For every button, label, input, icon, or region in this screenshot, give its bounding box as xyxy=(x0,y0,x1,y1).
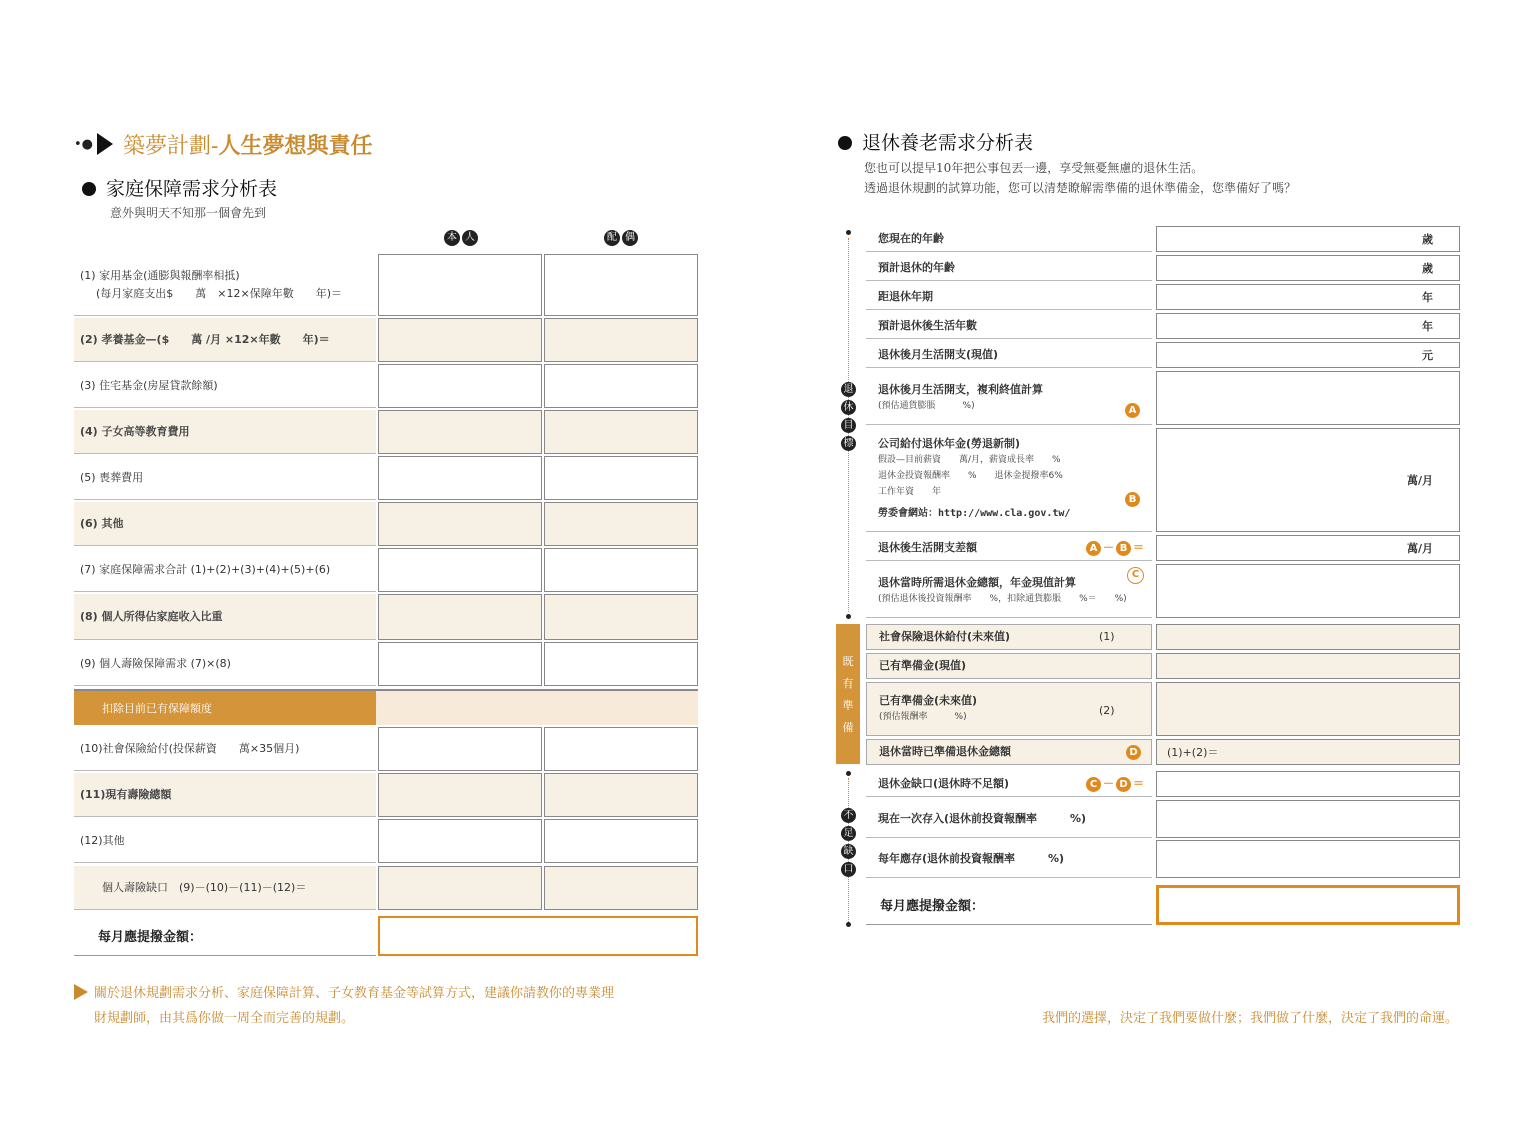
self-input[interactable] xyxy=(378,866,542,910)
monthly-amount-input[interactable] xyxy=(1156,885,1460,925)
yearly-saving-input[interactable] xyxy=(1156,840,1460,878)
table-row: 現在一次存入(退休前投資報酬率 %) xyxy=(866,800,1460,838)
spouse-input[interactable] xyxy=(544,727,698,771)
spouse-input[interactable] xyxy=(544,254,698,316)
side-label-gap: 不 足 缺 口 xyxy=(841,808,856,877)
self-input[interactable] xyxy=(378,456,542,500)
header-title: 人生夢想與責任 xyxy=(218,133,373,159)
table-row: (11)現有壽險總額 xyxy=(74,773,698,817)
spouse-input[interactable] xyxy=(544,364,698,408)
dot-icon xyxy=(846,614,851,619)
spouse-input[interactable] xyxy=(544,502,698,546)
dot-icon xyxy=(846,922,851,927)
table-row-diff: 退休後生活開支差額 A － B ＝ 萬/月 xyxy=(866,535,1460,561)
mark-b-icon: B xyxy=(1125,492,1140,507)
deduct-section xyxy=(74,689,698,725)
table-row-gap: 退休金缺口(退休時不足額) C － D ＝ xyxy=(866,771,1460,797)
existing-reserve-input[interactable] xyxy=(1156,653,1460,679)
spouse-input[interactable] xyxy=(544,642,698,686)
monthly-label: 每月應提撥金額： xyxy=(866,885,1152,925)
table-row: 每年應存(退休前投資報酬率 %) xyxy=(866,840,1460,878)
self-input[interactable] xyxy=(378,594,542,640)
mark-d-icon: D xyxy=(1116,777,1131,792)
social-pension-input[interactable] xyxy=(1156,624,1460,650)
page-header xyxy=(74,128,372,160)
table-row: 社會保險退休給付(未來值) (1) xyxy=(866,624,1460,650)
spouse-input[interactable] xyxy=(544,318,698,362)
self-input[interactable] xyxy=(378,773,542,817)
spouse-input[interactable] xyxy=(544,773,698,817)
column-header-spouse: 配 偶 xyxy=(604,230,638,246)
self-input[interactable] xyxy=(378,727,542,771)
table-row: (6) 其他 xyxy=(74,502,698,546)
self-input[interactable] xyxy=(378,819,542,863)
retire-age-input[interactable]: 歲 xyxy=(1156,255,1460,281)
retirement-subtitle: 您也可以提早10年把公事包丟一邊，享受無憂無慮的退休生活。 透過退休規劃的試算功能，您可以清楚瞭解需準備的退休準備金，您準備好了嗎？ xyxy=(864,161,1297,195)
table-row-a: 退休後月生活開支，複利終值計算 (預估通貨膨脹 %) A xyxy=(866,371,1460,425)
table-row: (10)社會保險給付(投保薪資 萬×35個月) xyxy=(74,727,698,771)
future-expense-input[interactable] xyxy=(1156,371,1460,425)
side-label-goal: 退 休 目 標 xyxy=(841,382,856,451)
monthly-expense-input[interactable]: 元 xyxy=(1156,342,1460,368)
life-gap-label: 個人壽險缺口 (9)－(10)－(11)－(12)＝ xyxy=(74,866,376,910)
mark-b-icon: B xyxy=(1116,541,1131,556)
table-row: 預計退休的年齡 歲 xyxy=(866,255,1460,281)
mark-c-icon: C xyxy=(1127,567,1144,584)
spouse-input[interactable] xyxy=(544,456,698,500)
total-ready-input[interactable]: (1)+(2)＝ xyxy=(1156,739,1460,765)
self-input[interactable] xyxy=(378,502,542,546)
table-row: 已有準備金(現值) xyxy=(866,653,1460,679)
table-row-c: 退休當時所需退休金總額，年金現值計算 (預估退休後投資報酬率 %，扣除通貨膨脹 %＝ %) C xyxy=(866,564,1460,618)
table-row: (8) 個人所得佔家庭收入比重 xyxy=(74,594,698,640)
spouse-input[interactable] xyxy=(544,866,698,910)
table-row-b: 公司給付退休年金(勞退新制) 假設—目前薪資 萬/月，薪資成長率 % 退休金投資報酬率 % 退休金提撥率6% 工作年資 年 勞委會網站：http://www.cla.gov.tw/ B 萬/月 xyxy=(866,428,1460,532)
header-prefix: 築夢計劃- xyxy=(123,133,219,159)
table-row: (4) 子女高等教育費用 xyxy=(74,410,698,454)
bullet-dots-icon: •● xyxy=(74,136,94,152)
self-input[interactable] xyxy=(378,318,542,362)
retirement-gap-input[interactable] xyxy=(1156,771,1460,797)
total-needed-input[interactable] xyxy=(1156,564,1460,618)
monthly-label: 每月應提撥金額： xyxy=(74,916,376,956)
self-input[interactable] xyxy=(378,410,542,454)
pension-input[interactable]: 萬/月 xyxy=(1156,428,1460,532)
table-row: 退休後月生活開支(現值) 元 xyxy=(866,342,1460,368)
mark-a-icon: A xyxy=(1125,403,1140,418)
years-to-retire-input[interactable]: 年 xyxy=(1156,284,1460,310)
footer-quote: 我們的選擇，決定了我們要做什麼；我們做了什麼，決定了我們的命運。 xyxy=(1041,1011,1458,1026)
deduct-label: 扣除目前已有保障額度 xyxy=(74,691,376,725)
spouse-input[interactable] xyxy=(544,819,698,863)
self-input[interactable] xyxy=(378,642,542,686)
table-row: (3) 住宅基金(房屋貸款餘額) xyxy=(74,364,698,408)
self-input[interactable] xyxy=(378,548,542,592)
dot-icon xyxy=(846,771,851,776)
arrow-icon xyxy=(74,984,88,1000)
table-row: (7) 家庭保障需求合計 (1)+(2)+(3)+(4)+(5)+(6) xyxy=(74,548,698,592)
age-input[interactable]: 歲 xyxy=(1156,226,1460,252)
retired-years-input[interactable]: 年 xyxy=(1156,313,1460,339)
section-subtitle-family: 意外與明天不知那一個會先到 xyxy=(110,206,267,220)
table-row: 預計退休後生活年數 年 xyxy=(866,313,1460,339)
spouse-input[interactable] xyxy=(544,548,698,592)
bullet-icon xyxy=(82,182,96,196)
table-row: 您現在的年齡 歲 xyxy=(866,226,1460,252)
table-row: 距退休年期 年 xyxy=(866,284,1460,310)
mark-d-icon: D xyxy=(1126,745,1141,760)
existing-reserve-future-input[interactable] xyxy=(1156,682,1460,736)
section-title-retirement: 退休養老需求分析表 xyxy=(838,128,1033,155)
monthly-row-right xyxy=(866,885,1460,925)
table-row: (9) 個人壽險保障需求 (7)×(8) xyxy=(74,642,698,686)
table-row: (1) 家用基金(通膨與報酬率相抵) (每月家庭支出$ 萬 ×12×保障年數 年)＝ xyxy=(74,254,698,316)
self-input[interactable] xyxy=(378,254,542,316)
lump-sum-input[interactable] xyxy=(1156,800,1460,838)
table-row: 已有準備金(未來值) (預估報酬率 %) (2) xyxy=(866,682,1460,736)
table-row-d: 退休當時已準備退休金總額 D (1)+(2)＝ xyxy=(866,739,1460,765)
table-row: (5) 喪葬費用 xyxy=(74,456,698,500)
bullet-icon xyxy=(838,136,852,150)
expense-diff-input[interactable]: 萬/月 xyxy=(1156,535,1460,561)
spouse-input[interactable] xyxy=(544,410,698,454)
column-header-self: 本 人 xyxy=(444,230,478,246)
footer-note: 關於退休規劃需求分析、家庭保障計算、子女教育基金等試算方式，建議你請教你的專業理 財規劃師，由其爲你做一周全而完善的規劃。 xyxy=(74,982,614,1026)
cla-website-link[interactable]: 勞委會網站：http://www.cla.gov.tw/ xyxy=(878,508,1071,519)
self-input[interactable] xyxy=(378,364,542,408)
play-triangle-icon xyxy=(97,133,113,155)
side-label-ready: 既 有 準 備 xyxy=(836,624,860,764)
monthly-amount-input[interactable] xyxy=(378,916,698,956)
monthly-row-left xyxy=(74,916,698,956)
dot-icon xyxy=(846,230,851,235)
mark-c-icon: C xyxy=(1086,777,1101,792)
table-row: (12)其他 xyxy=(74,819,698,863)
mark-a-icon: A xyxy=(1086,541,1101,556)
table-row: (2) 孝養基金—($ 萬 /月 ×12×年數 年)＝ xyxy=(74,318,698,362)
table-row-gap xyxy=(74,866,698,910)
spouse-input[interactable] xyxy=(544,594,698,640)
section-title-family: 家庭保障需求分析表 xyxy=(82,174,277,201)
